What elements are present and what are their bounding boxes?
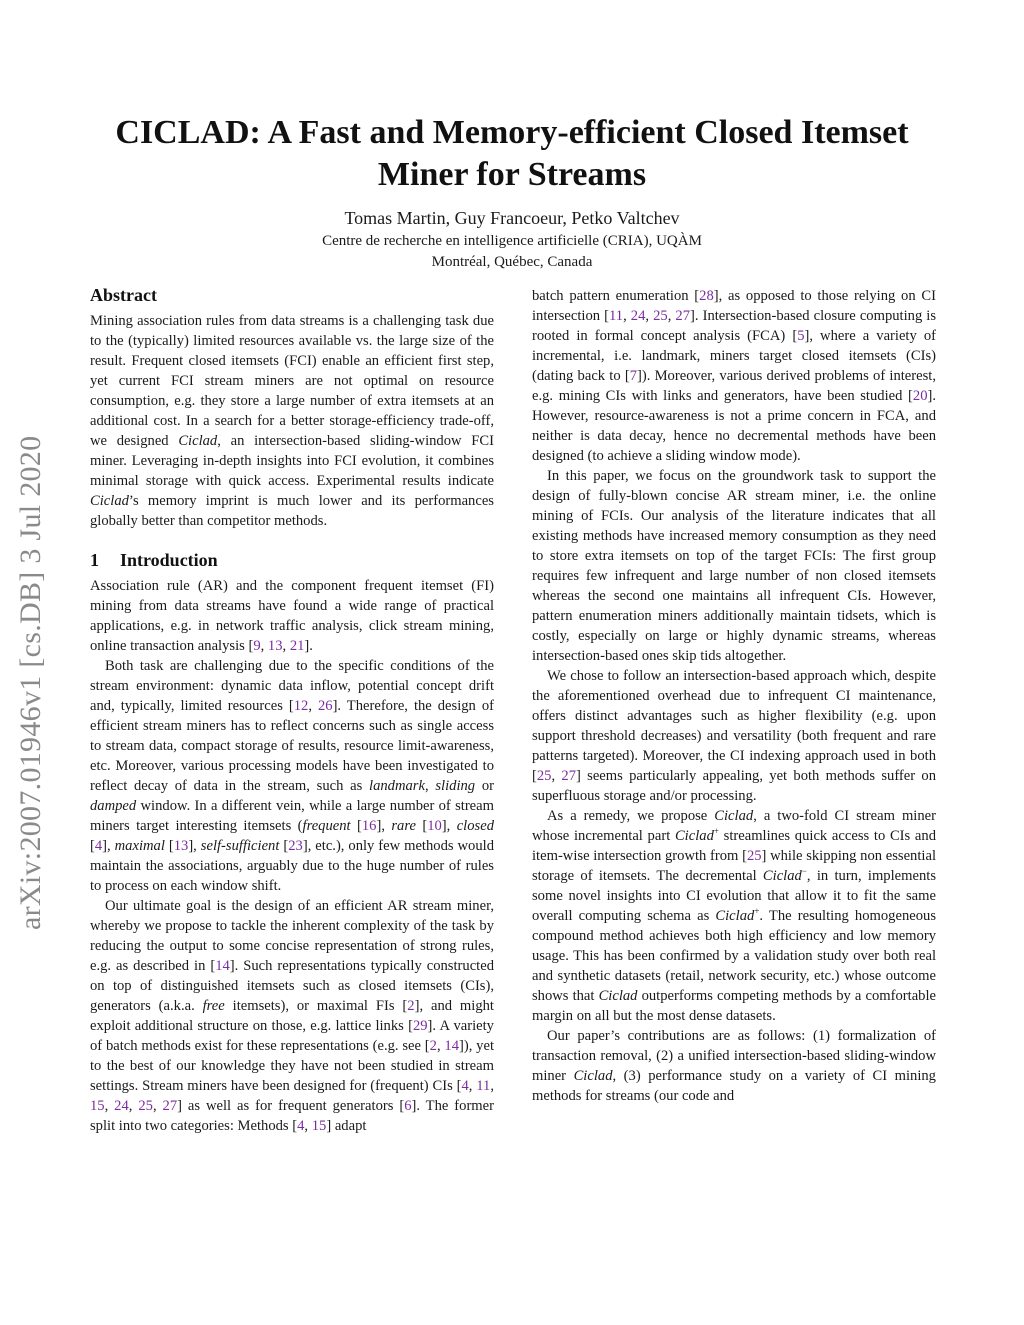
citation-link[interactable]: 2 bbox=[429, 1038, 437, 1054]
citation-link[interactable]: 23 bbox=[288, 838, 303, 854]
citation-link[interactable]: 4 bbox=[461, 1078, 469, 1094]
citation-link[interactable]: 21 bbox=[289, 638, 305, 654]
citation-link[interactable]: 24 bbox=[114, 1098, 129, 1114]
abstract-heading: Abstract bbox=[90, 285, 157, 305]
arxiv-identifier[interactable]: arXiv:2007.01946v1 [cs.DB] 3 Jul 2020 bbox=[14, 435, 47, 930]
citation-link[interactable]: 15 bbox=[90, 1098, 105, 1114]
citation-link[interactable]: 29 bbox=[412, 1018, 428, 1034]
citation-link[interactable]: 11 bbox=[476, 1078, 491, 1094]
citation-link[interactable]: 4 bbox=[297, 1118, 305, 1134]
citation-link[interactable]: 24 bbox=[630, 308, 646, 324]
citation-link[interactable]: 25 bbox=[653, 308, 668, 324]
abstract-text: Mining association rules from data streams is a challenging task due to the (typically) limited resources available vs. the large size of the result. Frequent closed itemsets (FCI) enable an efficient first step, yet current FCI stream miners are not optimal on resource consumption, e.g. they store a large number of extra itemsets at an additional cost. In a search for a better storage-efficiency trade-off, we designed Ciclad, an intersection-based sliding-window FCI miner. Leveraging in-depth insights into FCI evolution, it combines minimal storage with quick access. Experimental results indicate Ciclad’s memory imprint is much lower and its performances globally better than competitor methods. bbox=[90, 313, 494, 529]
intro-paragraph-3: Our ultimate goal is the design of an efficient AR stream miner, whereby we propose to tackle the inherent complexity of the task by reducing the output to some concise representation of strong rules, e.g. as described in [14]. Such representations typically constructed on top of distinguished itemsets such as closed itemsets (CIs), generators (a.k.a. free itemsets), or maximal FIs [2], and might exploit additional structure on those, e.g. lattice links [29]. A variety of batch methods exist for these representations (e.g. see [2, 14]), yet to the best of our knowledge they have not been studied in stream settings. Stream miners have been designed for (frequent) CIs [4, 11, 15, 24, 25, 27] as well as for frequent generators [6]. The former split into two categories: Methods [4, 15] adapt bbox=[90, 898, 495, 1134]
affiliation-line-1: Centre de recherche en intelligence artificielle (CRIA), UQÀM bbox=[322, 233, 702, 249]
citation-link[interactable]: 27 bbox=[561, 768, 576, 784]
citation-link[interactable]: 20 bbox=[912, 388, 928, 404]
citation-link[interactable]: 10 bbox=[427, 818, 442, 834]
paper-title bbox=[60, 112, 964, 196]
citation-link[interactable]: 16 bbox=[361, 818, 377, 834]
intro-paragraph-2: Both task are challenging due to the specific conditions of the stream environment: dynamic data inflow, potential concept drift and, typically, limited resources [12, 26]. Therefore, the design of efficient stream miners has to reflect concerns such as single access to stream data, compact storage of results, resource limit-awareness, etc. Moreover, various processing models have been investigated to reflect decay of data in the stream, such as landmark, sliding or damped window. In a different vein, while a large number of stream miners target interesting itemsets (frequent [16], rare [10], closed [4], maximal [13], self-sufficient [23], etc.), only few methods would maintain the associations, arguably due to the huge number of rules to process on each window shift. bbox=[90, 658, 494, 894]
right-paragraph-2: In this paper, we focus on the groundwork task to support the design of fully-blown concise AR stream miner, i.e. the online mining of FCIs. Our analysis of the literature indicates that all existing methods have increased memory consumption as they need to store extra itemsets on top of the target FCIs: The first group requires few infrequent and large number of non closed itemsets whereas the second one maintains all infrequent CIs. However, pattern enumeration miners additionally maintain tidsets, which is costly, especially on large or highly dynamic streams, whereas intersection-based ones skip tids altogether. bbox=[532, 468, 936, 664]
citation-link[interactable]: 2 bbox=[407, 998, 415, 1014]
right-paragraph-5: Our paper’s contributions are as follows: (1) formalization of transaction removal, (2) a unified intersection-based sliding-window miner Ciclad, (3) performance study on a variety of CI mining methods for streams (our code and bbox=[532, 1028, 936, 1104]
citation-link[interactable]: 25 bbox=[536, 768, 552, 784]
affiliation-line-2: Montréal, Québec, Canada bbox=[431, 254, 593, 270]
authors: Tomas Martin, Guy Francoeur, Petko Valtchev bbox=[344, 208, 680, 228]
citation-link[interactable]: 5 bbox=[797, 328, 805, 344]
citation-link[interactable]: 28 bbox=[699, 288, 714, 304]
right-paragraph-4: As a remedy, we propose Ciclad, a two-fold CI stream miner whose incremental part Ciclad+ streamlines quick access to CIs and item-wise intersection growth from [25] while skipping non essential storage of itemsets. The decremental Ciclad−, in turn, implements some novel insights into CI evolution that allow it to fit the same overall computing schema as Ciclad+. The resulting homogeneous compound method achieves both high efficiency and low memory usage. This has been confirmed by a validation study over both real and synthetic datasets (retail, network security, etc.) whose outcome shows that Ciclad outperforms competing methods by a comfortable margin on all but the most dense datasets. bbox=[532, 808, 936, 1024]
citation-link[interactable]: 26 bbox=[317, 698, 333, 714]
citation-link[interactable]: 25 bbox=[746, 848, 762, 864]
right-paragraph-1: batch pattern enumeration [28], as opposed to those relying on CI intersection [11, 24, 25, 27]. Intersection-based closure computing is rooted in formal concept analysis (FCA) [5], where a variety of incremental, i.e. landmark, miners target closed itemsets (CIs) (dating back to [7]). Moreover, various derived problems of interest, e.g. mining CIs with links and generators, have been studied [20]. However, resource-awareness is not a prime concern in FCA, and neither is data decay, hence no decremental methods have been designed (to achieve a sliding window mode). bbox=[532, 288, 937, 464]
citation-link[interactable]: 27 bbox=[162, 1098, 178, 1114]
citation-link[interactable]: 6 bbox=[404, 1098, 412, 1114]
citation-link[interactable]: 13 bbox=[267, 638, 283, 654]
section-title: Introduction bbox=[120, 550, 218, 570]
left-column bbox=[90, 284, 494, 1136]
title-line-1: CICLAD: A Fast and Memory-efficient Closed Itemset bbox=[115, 114, 909, 151]
citation-link[interactable]: 7 bbox=[629, 368, 638, 384]
right-column bbox=[532, 286, 936, 1106]
citation-link[interactable]: 12 bbox=[293, 698, 309, 714]
intro-paragraph-1: Association rule (AR) and the component frequent itemset (FI) mining from data streams have found a wide range of practical applications, e.g. in network traffic analysis, click stream mining, online transaction analysis [9, 13, 21]. bbox=[90, 578, 494, 654]
citation-link[interactable]: 14 bbox=[444, 1038, 460, 1054]
citation-link[interactable]: 9 bbox=[253, 638, 261, 654]
citation-link[interactable]: 14 bbox=[215, 958, 230, 974]
right-paragraph-3: We chose to follow an intersection-based approach which, despite the aforementioned overhead due to infrequent CI maintenance, offers distinct advantages such as higher flexibility (e.g. upon support threshold decreases) and versatility (both frequent and rare patterns targeted). Moreover, the CI indexing approach used in both [25, 27] seems particularly appealing, yet both methods suffer on superfluous storage and/or processing. bbox=[532, 668, 936, 804]
citation-link[interactable]: 13 bbox=[173, 838, 189, 854]
citation-link[interactable]: 15 bbox=[311, 1118, 327, 1134]
title-line-2: Miner for Streams bbox=[377, 156, 647, 193]
citation-link[interactable]: 11 bbox=[609, 308, 624, 324]
section-number: 1 bbox=[90, 550, 99, 570]
citation-link[interactable]: 27 bbox=[675, 308, 691, 324]
citation-link[interactable]: 25 bbox=[138, 1098, 153, 1114]
section-heading-introduction bbox=[90, 549, 494, 571]
citation-link[interactable]: 4 bbox=[94, 838, 103, 854]
